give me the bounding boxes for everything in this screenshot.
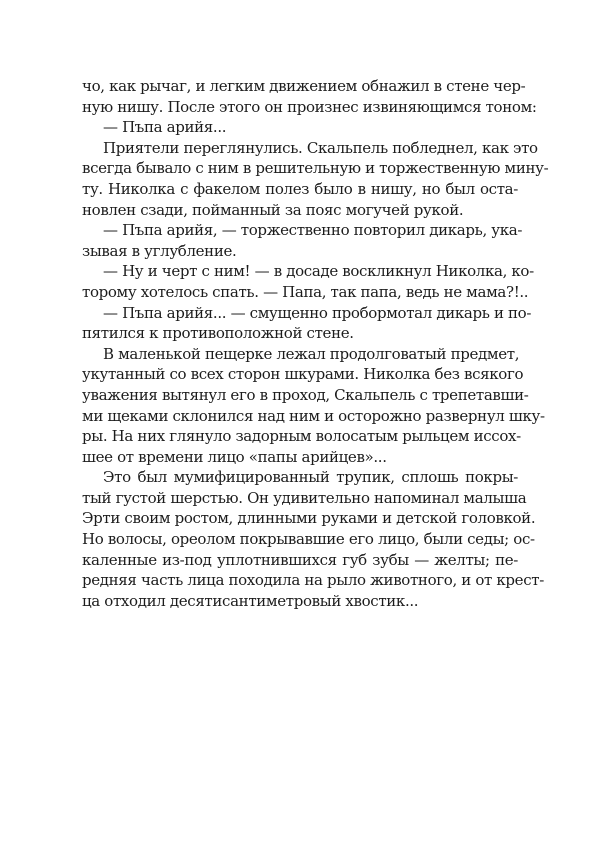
- text-line: пятился к противоположной стене.: [82, 324, 354, 343]
- page-text: [82, 76, 549, 611]
- text-line: Эрти своим ростом, длинными руками и детской головкой.: [82, 509, 536, 528]
- text-line: редняя часть лица походила на рыло животного, и от крест-: [82, 571, 544, 590]
- text-line: ца отходил десятисантиметровый хвостик...: [82, 591, 419, 610]
- text-line: — Пъпа арийя, — торжественно повторил дикарь, ука-: [103, 221, 523, 240]
- text-line: чо, как рычаг, и легким движением обнажил в стене чер-: [82, 77, 526, 95]
- text-line: — Пъпа арийя... — смущенно пробормотал дикарь и по-: [103, 303, 532, 322]
- text-line: зывая в углубление.: [82, 241, 237, 260]
- text-line: Приятели переглянулись. Скальпель побледнел, как это: [103, 138, 538, 157]
- text-line: ную нишу. После этого он произнес извиняющимся тоном:: [82, 97, 537, 116]
- text-line: каленные из-под уплотнившихся губ зубы — желты; пе-: [82, 550, 518, 569]
- text-line: Но волосы, ореолом покрывавшие его лицо, были седы; ос-: [82, 530, 535, 549]
- text-line: укутанный со всех сторон шкурами. Николка без всякого: [82, 365, 524, 384]
- text-line: ры. На них глянуло задорным волосатым рыльцем иссох-: [82, 427, 521, 446]
- text-line: тый густой шерстью. Он удивительно напоминал малыша: [82, 488, 527, 507]
- text-line: всегда бывало с ним в решительную и торжественную мину-: [82, 159, 549, 178]
- text-line: — Пъпа арийя...: [103, 118, 227, 137]
- text-line: ту. Николка с факелом полез было в нишу, но был оста-: [82, 179, 518, 198]
- text-line: — Ну и черт с ним! — в досаде воскликнул Николка, ко-: [103, 262, 534, 281]
- text-line: новлен сзади, пойманный за пояс могучей рукой.: [82, 200, 464, 219]
- text-line: торому хотелось спать. — Папа, так папа, ведь не мама?!..: [82, 282, 529, 301]
- text-line: шее от времени лицо «папы арийцев»...: [82, 447, 387, 466]
- text-line: Это был мумифицированный трупик, сплошь покры-: [103, 468, 518, 487]
- text-line: В маленькой пещерке лежал продолговатый предмет,: [103, 344, 520, 363]
- text-line: уважения вытянул его в проход, Скальпель с трепетавши-: [82, 385, 529, 404]
- text-line: ми щеками склонился над ним и осторожно развернул шку-: [82, 406, 545, 425]
